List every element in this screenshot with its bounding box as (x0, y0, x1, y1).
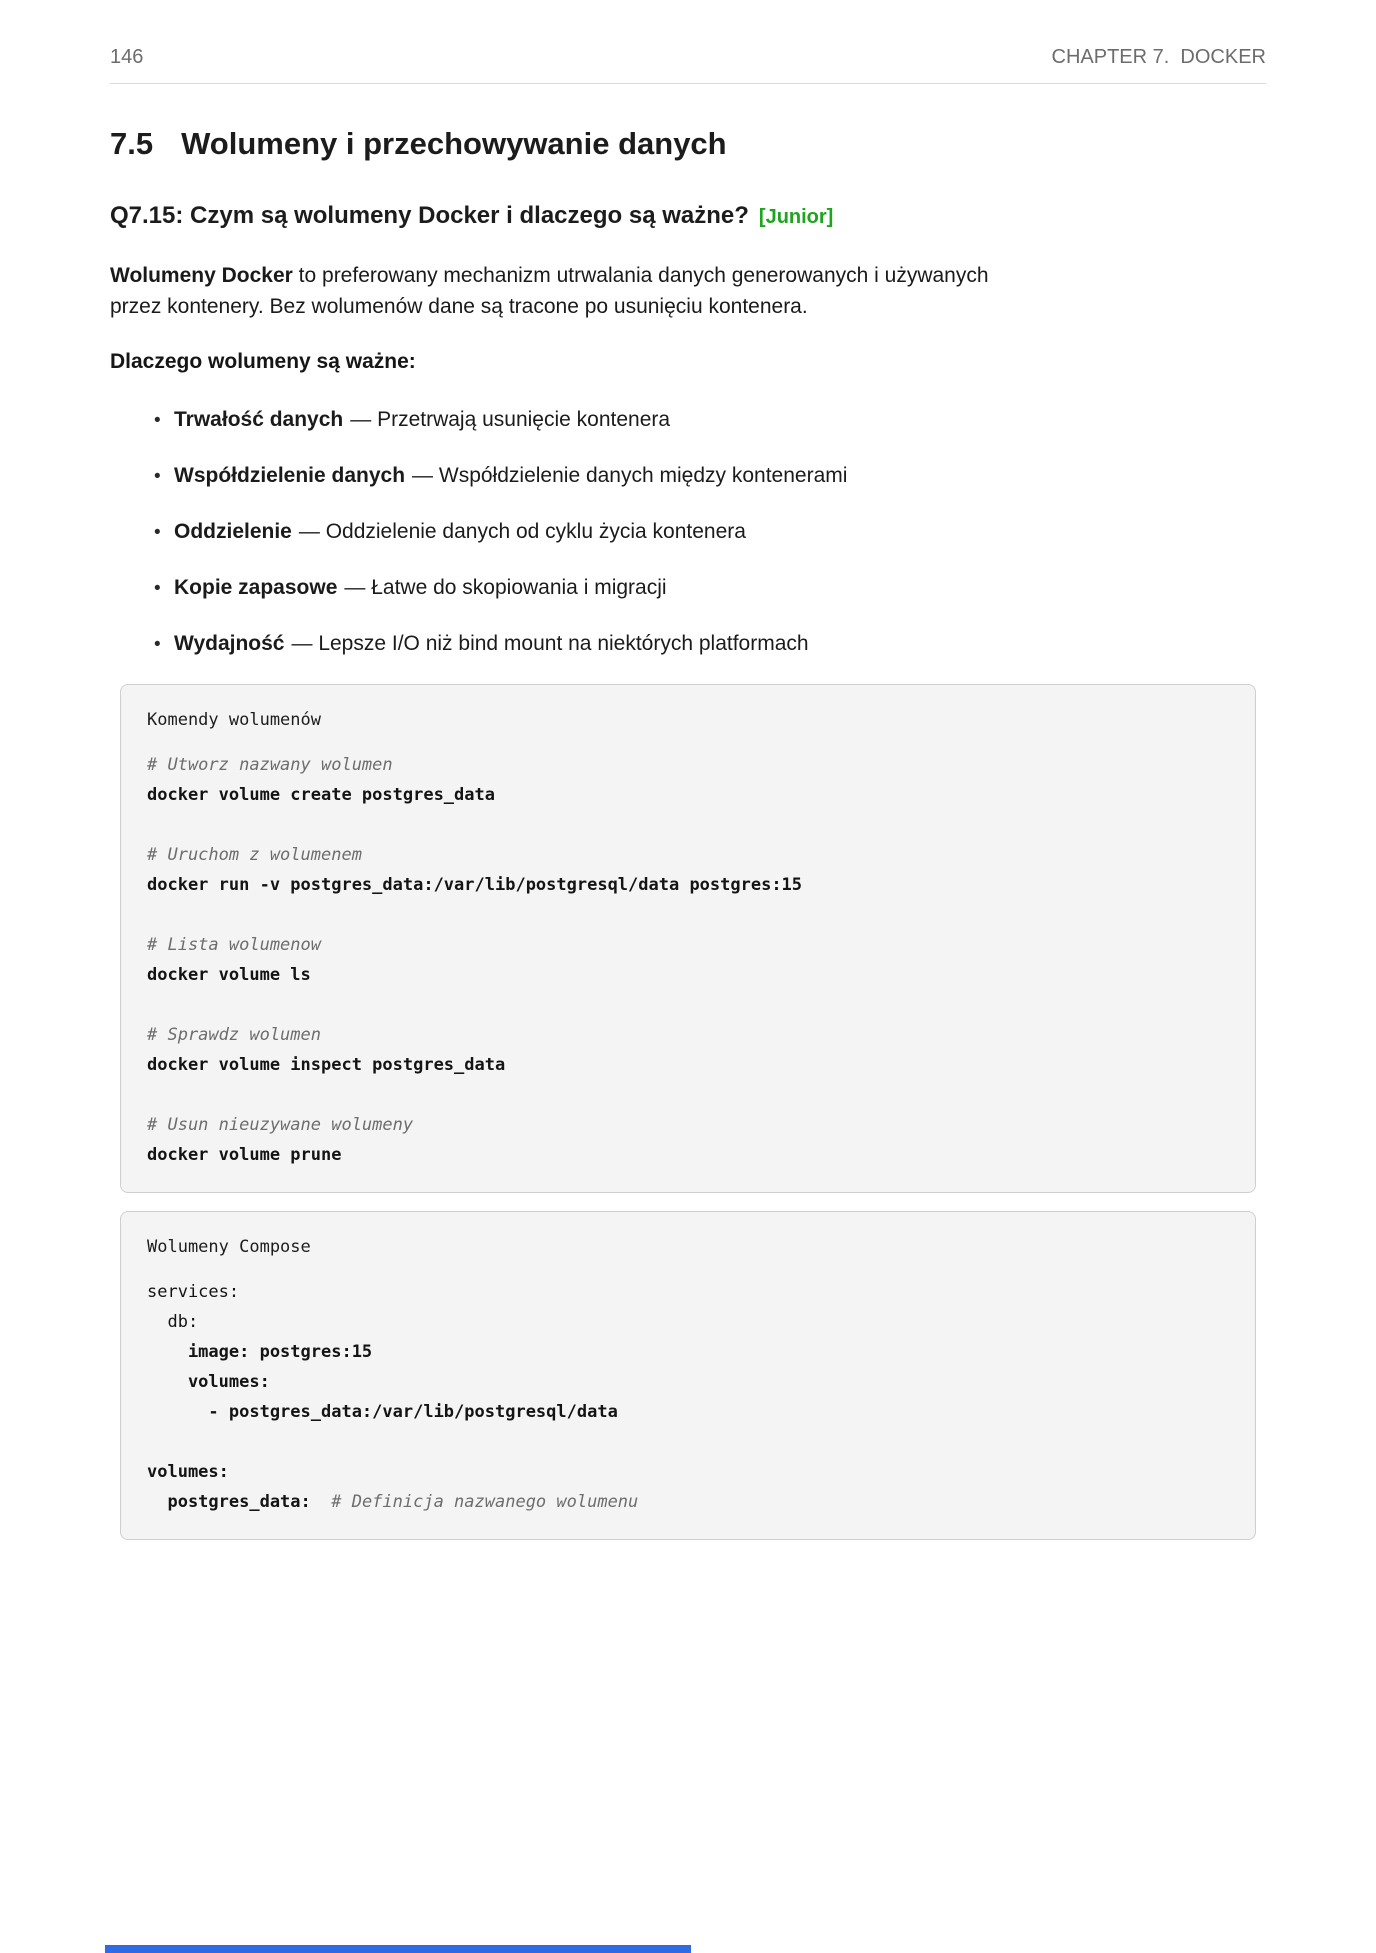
code-line: services: (147, 1282, 240, 1302)
code-block-volume-commands (120, 684, 1256, 1193)
list-item-text (174, 404, 670, 435)
intro-line-2: przez kontenery. Bez wolumenów dane są tracone po usunięciu kontenera. (110, 295, 808, 318)
code-line: docker volume ls (147, 965, 311, 985)
code-block-title: Komendy wolumenów (147, 710, 321, 730)
list-item-text (174, 460, 847, 491)
why-heading: Dlaczego wolumeny są ważne: (110, 350, 416, 373)
header-divider (110, 83, 1266, 84)
code-line: docker volume prune (147, 1145, 342, 1165)
section-heading (110, 126, 1266, 162)
list-item (154, 628, 1266, 660)
intro-lead: Wolumeny Docker (110, 264, 293, 287)
list-item-desc: — Łatwe do skopiowania i migracji (344, 576, 667, 599)
code-lines (147, 750, 1229, 1170)
code-line: image: postgres:15 (147, 1342, 373, 1362)
code-line (147, 1080, 1229, 1110)
list-item-term: Współdzielenie danych (174, 464, 406, 487)
list-item-text (174, 628, 809, 659)
list-item (154, 516, 1266, 548)
list-item (154, 404, 1266, 436)
code-line: # Sprawdz wolumen (147, 1025, 321, 1045)
code-line (147, 900, 1229, 930)
section-title: Wolumeny i przechowywanie danych (181, 126, 727, 161)
bullet-icon: • (154, 466, 161, 487)
running-header (110, 46, 1266, 69)
code-line: # Usun nieuzywane wolumeny (147, 1115, 414, 1135)
intro-paragraph (110, 260, 1266, 322)
bullet-icon: • (154, 634, 161, 655)
code-line: docker run -v postgres_data:/var/lib/postgresql/data postgres:15 (147, 875, 803, 895)
bullet-icon: • (154, 578, 161, 599)
code-block-title: Wolumeny Compose (147, 1237, 311, 1257)
list-item-desc: — Przetrwają usunięcie kontenera (350, 408, 671, 431)
question-heading (110, 202, 1266, 230)
list-item-text (174, 516, 746, 547)
code-line: volumes: (147, 1462, 229, 1482)
list-item-term: Trwałość danych (174, 408, 344, 431)
intro-line-1-rest: to preferowany mechanizm utrwalania danych generowanych i używanych (292, 264, 989, 287)
code-line (147, 810, 1229, 840)
code-line: - postgres_data:/var/lib/postgresql/data (147, 1402, 618, 1422)
page-number: 146 (110, 46, 144, 68)
list-item-term: Wydajność (174, 632, 285, 655)
bottom-accent-bar (105, 1945, 691, 1953)
code-line: # Lista wolumenow (147, 935, 321, 955)
code-line: postgres_data: # Definicja nazwanego wolumenu (147, 1492, 639, 1512)
chapter-label: CHAPTER 7. DOCKER (1051, 46, 1266, 68)
section-number: 7.5 (110, 126, 154, 161)
bullet-icon: • (154, 410, 161, 431)
code-line (147, 1427, 1229, 1457)
code-lines (147, 1277, 1229, 1517)
list-item-desc: — Współdzielenie danych między kontenerami (412, 464, 848, 487)
intro-line-1 (110, 260, 1266, 291)
why-list (110, 404, 1266, 660)
code-line: docker volume inspect postgres_data (147, 1055, 506, 1075)
code-block-compose-volumes (120, 1211, 1256, 1540)
list-item-desc: — Lepsze I/O niż bind mount na niektórych platformach (291, 632, 809, 655)
list-item-term: Kopie zapasowe (174, 576, 338, 599)
code-line: # Utworz nazwany wolumen (147, 755, 393, 775)
code-line: volumes: (147, 1372, 270, 1392)
list-item (154, 572, 1266, 604)
code-line: docker volume create postgres_data (147, 785, 495, 805)
list-item-term: Oddzielenie (174, 520, 292, 543)
code-line: # Uruchom z wolumenem (147, 845, 362, 865)
bullet-icon: • (154, 522, 161, 543)
list-item-text (174, 572, 667, 603)
list-item (154, 460, 1266, 492)
question-title: Q7.15: Czym są wolumeny Docker i dlaczego są ważne? (110, 202, 749, 229)
code-line (147, 990, 1229, 1020)
code-line: db: (147, 1312, 199, 1332)
list-item-desc: — Oddzielenie danych od cyklu życia kontenera (298, 520, 746, 543)
level-badge: [Junior] (758, 206, 834, 228)
